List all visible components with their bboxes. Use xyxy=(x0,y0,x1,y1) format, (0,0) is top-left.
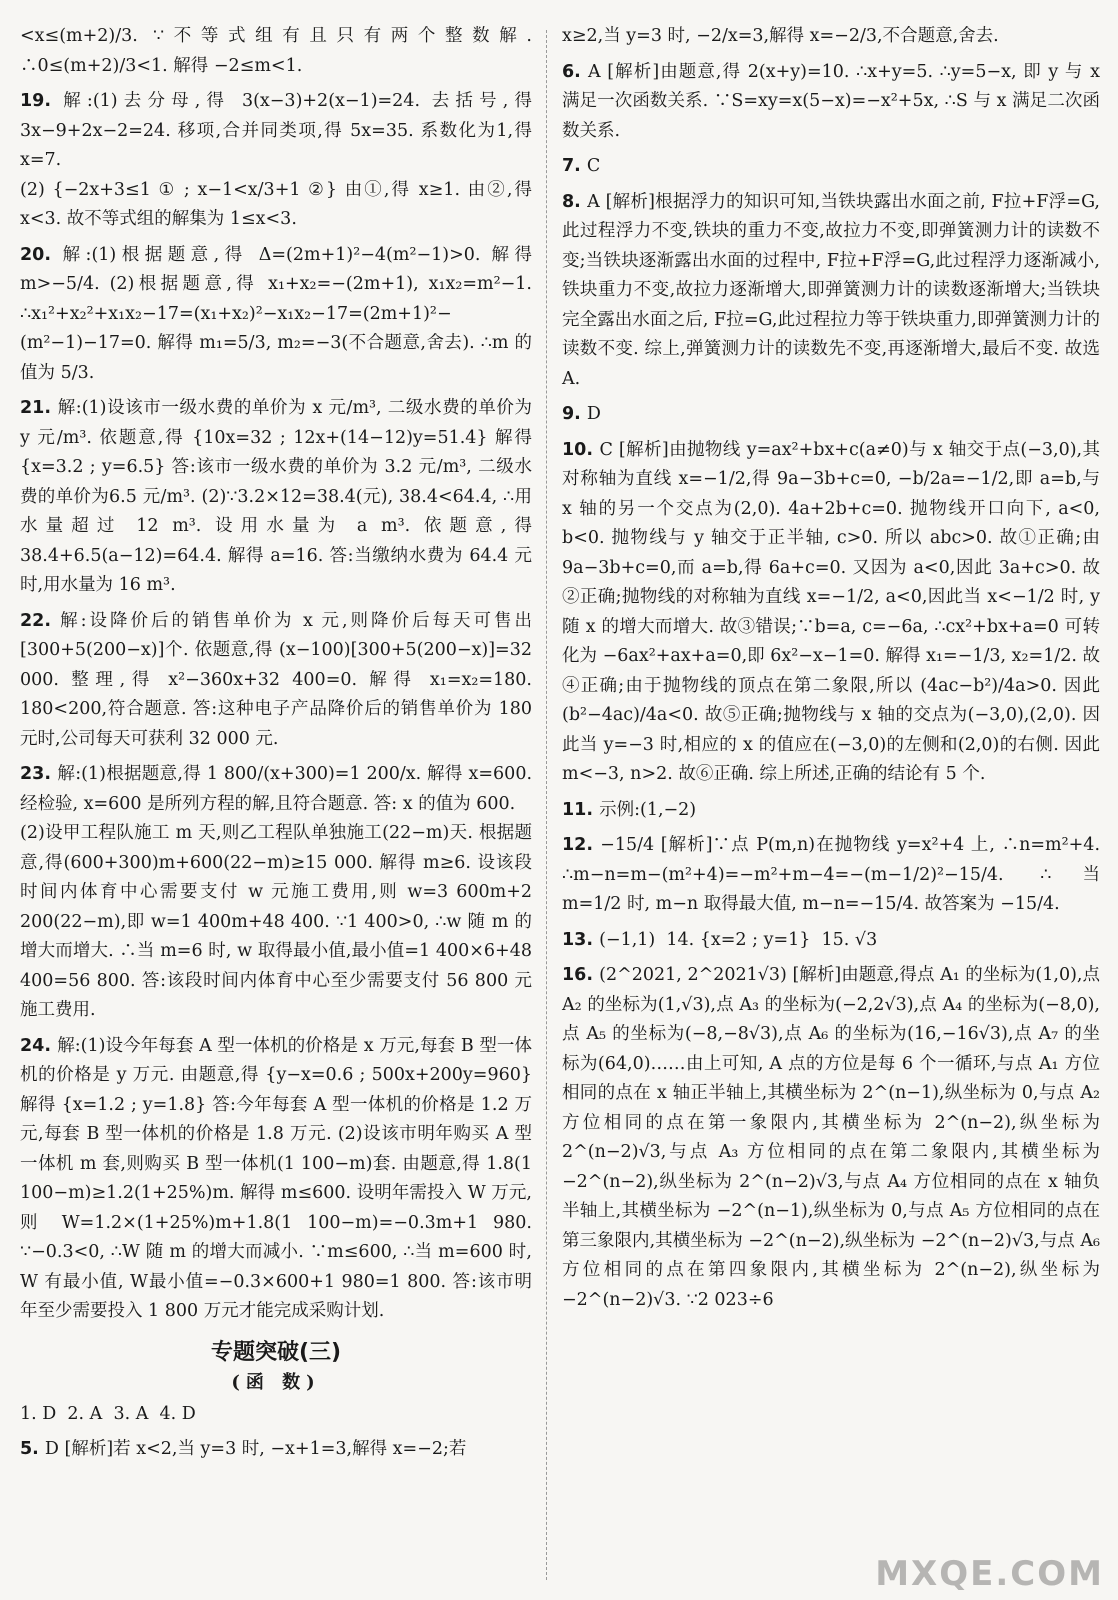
answer-item xyxy=(562,152,1100,182)
answer-item xyxy=(20,1400,532,1430)
item-number: 24. xyxy=(20,1035,58,1056)
item-text: (−1,1) 14. {x=2 ; y=1} 15. √3 xyxy=(599,929,878,950)
item-number: 7. xyxy=(562,156,587,176)
item-text: A [解析]由题意,得 2(x+y)=10. ∴x+y=5. ∴y=5−x, 即 y 与 x 满足一次函数关系. ∵S=xy=x(5−x)=−x²+5x, ∴S 与 x 满足二次函数关系. xyxy=(562,61,1106,141)
answer-item xyxy=(20,241,538,389)
item-number: 5. xyxy=(20,1439,45,1459)
item-number: 22. xyxy=(20,610,61,631)
answer-item xyxy=(20,87,532,235)
item-number: 20. xyxy=(20,244,63,265)
item-number: 8. xyxy=(562,191,588,212)
answer-item xyxy=(562,926,1100,956)
item-text: 解:(1)设今年每套 A 型一体机的价格是 x 万元,每套 B 型一体机的价格是 y 万元. 由题意,得 {y−x=0.6 ; 500x+200y=960} 解得 {x=1.2 ; y=1.8} 答:今年每套 A 型一体机的价格是 1.2 万元,每套 B 型一体机的价格是 1.8 万元. (2)设该市明年购买 A 型一体机 m 套,则购买 B 型一体机(1 100−m)套. 由题意,得 1.8(1 100−m)≥1.2(1+25%)m. 解得 m≤600. 设明年需投入 W 万元,则 W=1.2×(1+25%)m+1.8(1 100−m)=−0.3m+1 980. ∵−0.3<0, ∴W 随 m 的增大而减小. ∵m≤600, ∴当 m=600 时, W 有最小值, W最小值=−0.3×600+1 980=1 800. 答:该市明年至少需要投入 1 800 万元才能完成采购计划. xyxy=(20,1035,538,1321)
column-divider xyxy=(546,30,547,1580)
item-number: 10. xyxy=(562,439,600,460)
answer-item xyxy=(20,607,538,755)
answer-item xyxy=(20,1032,538,1327)
item-text: C [解析]由抛物线 y=ax²+bx+c(a≠0)与 x 轴交于点(−3,0),其对称轴为直线 x=−1/2,得 9a−3b+c=0, −b/2a=−1/2,即 a=b,与 x 轴的另一个交点为(2,0). 4a+2b+c=0. 抛物线开口向下, a<0, b<0. 抛物线与 y 轴交于正半轴, c>0. 所以 abc>0. 故①正确;由 9a−3b+c=0,而 a=b,得 6a+c=0. 又因为 a<0,因此 3a+c>0. 故②正确;抛物线的对称轴为直线 x=−1/2, a<0,因此当 x<−1/2 时, y 随 x 的增大而增大. 故③错误;∵b=a, c=−6a, ∴cx²+bx+a=0 可转化为 −6ax²+ax+a=0,即 6x²−x−1=0. 解得 x₁=−1/3, x₂=1/2. 故④正确;由于抛物线的顶点在第二象限,所以 (4ac−b²)/4a>0. 因此 (b²−4ac)/4a<0. 故⑤正确;抛物线与 x 轴的交点为(−3,0),(2,0). 因此当 y=−3 时,相应的 x 的值应在(−3,0)的左侧和(2,0)的右侧. 因此 m<−3, n>2. 故⑥正确. 综上所述,正确的结论有 5 个. xyxy=(562,439,1106,784)
answer-item xyxy=(562,400,1100,430)
item-text: 示例:(1,−2) xyxy=(599,799,697,820)
item-number: 12. xyxy=(562,835,601,855)
answer-item xyxy=(20,394,538,601)
item-text: A [解析]根据浮力的知识可知,当铁块露出水面之前, F拉+F浮=G,此过程浮力不变,铁块的重力不变,故拉力不变,即弹簧测力计的读数不变;当铁块逐渐露出水面的过程中, F拉+F浮=G,此过程浮力逐渐减小,铁块重力不变,故拉力逐渐增大,即弹簧测力计的读数逐渐增大;当铁块完全露出水面之后, F拉=G,此过程拉力等于铁块重力,即弹簧测力计的读数不变. 综上,弹簧测力计的读数先不变,再逐渐增大,最后不变. 故选 A. xyxy=(562,191,1106,389)
answer-item xyxy=(562,188,1106,395)
item-number: 11. xyxy=(562,799,600,820)
section-title: 专题突破(三) xyxy=(210,1339,342,1365)
item-number: 9. xyxy=(562,404,587,424)
item-number: 21. xyxy=(20,398,58,418)
left-column xyxy=(20,22,538,1590)
item-text: 1. D 2. A 3. A 4. D xyxy=(20,1403,196,1424)
answer-item xyxy=(20,760,532,1026)
item-text: x≥2,当 y=3 时, −2/x=3,解得 x=−2/3,不合题意,舍去. xyxy=(562,26,999,46)
answer-item xyxy=(20,1435,532,1465)
item-text: D [解析]若 x<2,当 y=3 时, −x+1=3,解得 x=−2;若 xyxy=(44,1439,467,1459)
item-text: 解:(1)根据题意,得 Δ=(2m+1)²−4(m²−1)>0. 解得 m>−5/4. (2)根据题意,得 x₁+x₂=−(2m+1), x₁x₂=m²−1. ∴x₁²+x₂²+x₁x₂−17=(x₁+x₂)²−x₁x₂−17=(2m+1)²−(m²−1)−17=0. 解得 m₁=5/3, m₂=−3(不合题意,舍去). ∴m 的值为 5/3. xyxy=(20,244,538,383)
item-text: 解:(1)设该市一级水费的单价为 x 元/m³, 二级水费的单价为 y 元/m³. 依题意,得 {10x=32 ; 12x+(14−12)y=51.4} 解得 {x=3.2 ; y=6.5} 答:该市一级水费的单价为 3.2 元/m³, 二级水费的单价为6.5 元/m³. (2)∵3.2×12=38.4(元), 38.4<64.4, ∴用水量超过 12 m³. 设用水量为 a m³. 依题意,得 38.4+6.5(a−12)=64.4. 解得 a=16. 答:当缴纳水费为 64.4 元时,用水量为 16 m³. xyxy=(20,398,538,595)
item-number: 16. xyxy=(562,965,600,985)
answer-item xyxy=(20,22,538,81)
answer-item xyxy=(562,436,1106,790)
item-text: 解:(1)根据题意,得 1 800/(x+300)=1 200/x. 解得 x=600. 经检验, x=600 是所列方程的解,且符合题意. 答: x 的值为 600. (2)设甲工程队施工 m 天,则乙工程队单独施工(22−m)天. 根据题意,得(600+300)m+600(22−m)≥15 000. 解得 m≥6. 设该段时间内体育中心需要支付 w 元施工费用,则 w=3 600m+2 200(22−m),即 w=1 400m+48 400. ∵1 400>0, ∴w 随 m 的增大而增大. ∴当 m=6 时, w 取得最小值,最小值=1 400×6+48 400=56 800. 答:该段时间内体育中心至少需要支付 56 800 元施工费用. xyxy=(20,764,533,1020)
item-text: −15/4 [解析]∵点 P(m,n)在抛物线 y=x²+4 上, ∴n=m²+4. ∴m−n=m−(m²+4)=−m²+m−4=−(m−1/2)²−15/4. ∴当 m=1/2 时, m−n 取得最大值, m−n=−15/4. 故答案为 −15/4. xyxy=(562,835,1106,914)
item-number: 6. xyxy=(562,61,588,82)
answer-item xyxy=(562,58,1106,147)
item-number: 23. xyxy=(20,764,58,784)
item-text: D xyxy=(586,404,601,424)
item-number: 19. xyxy=(20,91,64,111)
answer-item xyxy=(562,796,1100,826)
item-text: 解:(1)去分母,得 3(x−3)+2(x−1)=24. 去括号,得 3x−9+2x−2=24. 移项,合并同类项,得 5x=35. 系数化为1,得 x=7. (2) {−2x+3≤1 ① ; x−1<x/3+1 ②} 由①,得 x≥1. 由②,得 x<3. 故不等式组的解集为 1≤x<3. xyxy=(20,91,532,229)
site-watermark: MXQE.COM xyxy=(875,1554,1104,1594)
answer-item xyxy=(562,831,1106,920)
item-text: (2^2021, 2^2021√3) [解析]由题意,得点 A₁ 的坐标为(1,0),点 A₂ 的坐标为(1,√3),点 A₃ 的坐标为(−2,2√3),点 A₄ 的坐标为(−8,0),点 A₅ 的坐标为(−8,−8√3),点 A₆ 的坐标为(16,−16√3),点 A₇ 的坐标为(64,0)……由上可知, A 点的方位是每 6 个一循环,与点 A₁ 方位相同的点在 x 轴正半轴上,其横坐标为 2^(n−1),纵坐标为 0,与点 A₂ 方位相同的点在第一象限内,其横坐标为 2^(n−2),纵坐标为 2^(n−2)√3,与点 A₃ 方位相同的点在第二象限内,其横坐标为 −2^(n−2),纵坐标为 2^(n−2)√3,与点 A₄ 方位相同的点在 x 轴负半轴上,其横坐标为 −2^(n−1),纵坐标为 0,与点 A₅ 方位相同的点在第三象限内,其横坐标为 −2^(n−2),纵坐标为 −2^(n−2)√3,与点 A₆ 方位相同的点在第四象限内,其横坐标为 2^(n−2),纵坐标为 −2^(n−2)√3. ∵2 023÷6 xyxy=(562,965,1106,1310)
item-text: <x≤(m+2)/3. ∵不等式组有且只有两个整数解. ∴0≤(m+2)/3<1. 解得 −2≤m<1. xyxy=(20,26,538,76)
section-subtitle: (函 数) xyxy=(231,1371,321,1393)
right-column xyxy=(562,22,1106,1590)
answer-item xyxy=(562,961,1106,1315)
answer-item xyxy=(562,22,1100,52)
item-text: 解:设降价后的销售单价为 x 元,则降价后每天可售出[300+5(200−x)]个. 依题意,得 (x−100)[300+5(200−x)]=32 000. 整理,得 x²−360x+32 400=0. 解得 x₁=x₂=180. 180<200,符合题意. 答:这种电子产品降价后的销售单价为 180 元时,公司每天可获利 32 000 元. xyxy=(20,610,538,749)
item-number: 13. xyxy=(562,929,600,950)
item-text: C xyxy=(586,156,601,176)
